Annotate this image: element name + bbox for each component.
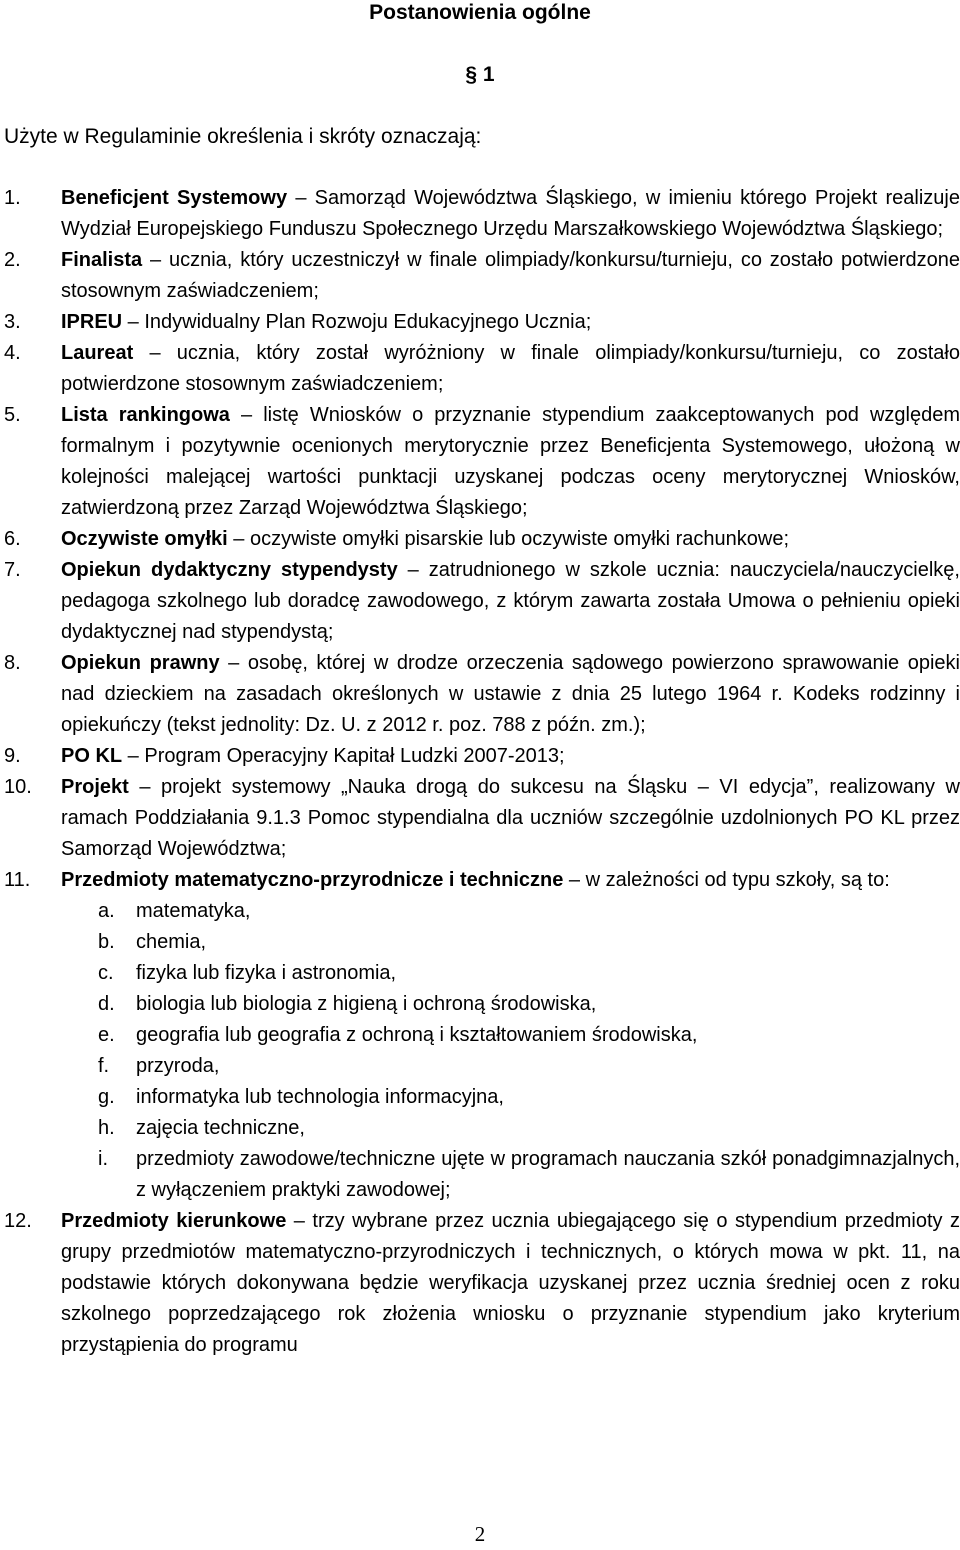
definition-text: – listę Wniosków o przyznanie stypendium zaakceptowanych pod względem formalnym i pozytywnie ocenionych merytorycznie przez Beneficjenta Systemowego, ułożoną w kolejności malejącej wartości punktacji uzyskanej podczas oceny merytorycznej Wniosków, zatwierdzoną przez Zarząd Województwa Śląskiego;: [61, 404, 960, 519]
definition-term: Projekt: [61, 776, 129, 798]
subject-item: [61, 1144, 960, 1206]
item-number: 2.: [4, 249, 21, 271]
definition-term: Beneficjent Systemowy: [61, 187, 288, 209]
subject-letter: c.: [98, 962, 114, 984]
definition-term: Przedmioty matematyczno-przyrodnicze i techniczne: [61, 869, 564, 891]
definition-term: Lista rankingowa: [61, 404, 230, 426]
definition-item: [4, 307, 960, 338]
subject-item: [61, 1020, 960, 1051]
definition-text: – zatrudnionego w szkole ucznia: nauczyciela/nauczycielkę, pedagoga szkolnego lub doradcę zawodowego, z którym zawarta została Umowa o pełnieniu opieki dydaktycznej nad stypendystą;: [61, 559, 960, 643]
definition-item: [4, 183, 960, 245]
item-number: 9.: [4, 745, 21, 767]
subject-letter: i.: [98, 1148, 108, 1170]
definition-term: Opiekun prawny: [61, 652, 220, 674]
subject-letter: b.: [98, 931, 115, 953]
definition-item: [4, 741, 960, 772]
item-number: 12.: [4, 1210, 32, 1232]
paragraph-number: § 1: [465, 63, 495, 86]
item-number: 3.: [4, 311, 21, 333]
definition-text: – Indywidualny Plan Rozwoju Edukacyjnego Ucznia;: [122, 311, 592, 333]
subject-item: [61, 1082, 960, 1113]
subject-text: przyroda,: [136, 1055, 220, 1077]
subject-letter: a.: [98, 900, 115, 922]
subject-item: [61, 958, 960, 989]
item-number: 6.: [4, 528, 21, 550]
subject-text: fizyka lub fizyka i astronomia,: [136, 962, 397, 984]
definition-item: [4, 1206, 960, 1361]
subject-text: informatyka lub technologia informacyjna,: [136, 1086, 504, 1108]
subject-item: [61, 1051, 960, 1082]
item-number: 5.: [4, 404, 21, 426]
definition-text: – osobę, której w drodze orzeczenia sądowego powierzono sprawowanie opieki nad dzieckiem na zasadach określonych w ustawie z dnia 25 lutego 1964 r. Kodeks rodzinny i opiekuńczy (tekst jednolity: Dz. U. z 2012 r. poz. 788 z późn. zm.);: [61, 652, 960, 736]
definition-item: [4, 524, 960, 555]
definition-text: – projekt systemowy „Nauka drogą do sukcesu na Śląsku – VI edycja”, realizowany w ramach Poddziałania 9.1.3 Pomoc stypendialna dla uczniów szczególnie uzdolnionych PO KL przez Samorząd Województwa;: [61, 776, 960, 860]
item-number: 8.: [4, 652, 21, 674]
subjects-list: [61, 896, 960, 1206]
subject-letter: e.: [98, 1024, 115, 1046]
definition-item: [4, 245, 960, 307]
definition-term: Finalista: [61, 249, 143, 271]
item-number: 7.: [4, 559, 21, 581]
definition-term: Opiekun dydaktyczny stypendysty: [61, 559, 398, 581]
subject-text: chemia,: [136, 931, 207, 953]
subject-text: przedmioty zawodowe/techniczne ujęte w programach nauczania szkół ponadgimnazjalnych, z wyłączeniem praktyki zawodowej;: [136, 1148, 960, 1201]
definition-term: PO KL: [61, 745, 123, 767]
intro-text: Użyte w Regulaminie określenia i skróty oznaczają:: [4, 125, 482, 148]
definition-text: – Program Operacyjny Kapitał Ludzki 2007-2013;: [122, 745, 565, 767]
subject-letter: d.: [98, 993, 115, 1015]
definition-item: [4, 338, 960, 400]
definitions-list: [4, 183, 960, 1361]
definition-term: Przedmioty kierunkowe: [61, 1210, 287, 1232]
definition-item: [4, 772, 960, 865]
subject-item: [61, 927, 960, 958]
section-title: Postanowienia ogólne: [369, 1, 591, 24]
item-number: 4.: [4, 342, 21, 364]
subject-letter: h.: [98, 1117, 115, 1139]
definition-term: Laureat: [61, 342, 134, 364]
subject-letter: g.: [98, 1086, 115, 1108]
item-number: 1.: [4, 187, 21, 209]
subject-text: biologia lub biologia z higieną i ochroną środowiska,: [136, 993, 597, 1015]
definition-term: IPREU: [61, 311, 123, 333]
subject-item: [61, 1113, 960, 1144]
definition-text: – Samorząd Województwa Śląskiego, w imieniu którego Projekt realizuje Wydział Europejskiego Funduszu Społecznego Urzędu Marszałkowskiego Województwa Śląskiego;: [61, 187, 960, 240]
page-number: 2: [474, 1522, 486, 1546]
definition-term: Oczywiste omyłki: [61, 528, 228, 550]
definition-text: – ucznia, który uczestniczył w finale olimpiady/konkursu/turnieju, co zostało potwierdzone stosownym zaświadczeniem;: [61, 249, 960, 302]
definition-item: [4, 400, 960, 524]
definition-item: [4, 648, 960, 741]
definition-item: [4, 865, 960, 1206]
subject-letter: f.: [98, 1055, 110, 1077]
definition-text: – trzy wybrane przez ucznia ubiegającego się o stypendium przedmioty z grupy przedmiotów matematyczno-przyrodniczych i technicznych, o których mowa w pkt. 11, na podstawie których dokonywana będzie weryfikacja uzyskanej przez ucznia średniej ocen z roku szkolnego poprzedzającego rok złożenia wniosku o przyznanie stypendium jako kryterium przystąpienia do programu: [61, 1210, 960, 1356]
item-number: 11.: [4, 869, 31, 891]
definition-item: [4, 555, 960, 648]
subject-text: geografia lub geografia z ochroną i kształtowaniem środowiska,: [136, 1024, 698, 1046]
item-number: 10.: [4, 776, 32, 798]
definition-text: – ucznia, który został wyróżniony w finale olimpiady/konkursu/turnieju, co zostało potwierdzone stosownym zaświadczeniem;: [61, 342, 960, 395]
subject-item: [61, 896, 960, 927]
definition-text: – w zależności od typu szkoły, są to:: [563, 869, 890, 891]
subject-text: zajęcia techniczne,: [136, 1117, 305, 1139]
subject-item: [61, 989, 960, 1020]
definition-text: – oczywiste omyłki pisarskie lub oczywiste omyłki rachunkowe;: [227, 528, 790, 550]
subject-text: matematyka,: [136, 900, 251, 922]
